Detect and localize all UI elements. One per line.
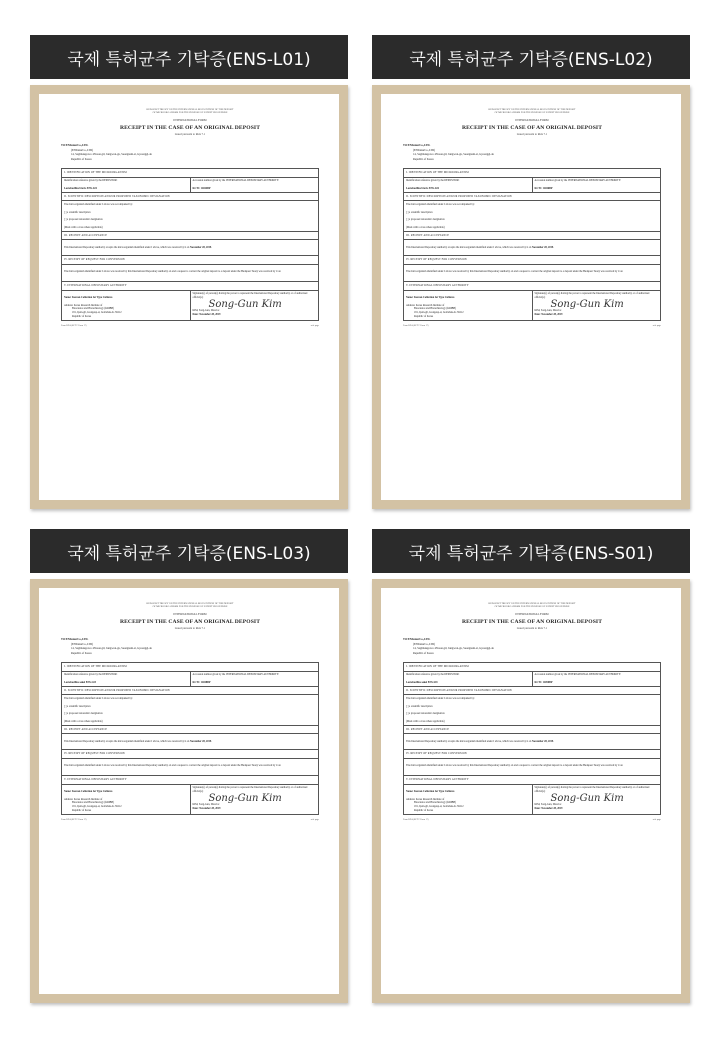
treaty-line: OF MICROORGANISMS FOR THE PURPOSE OF PATENT PROCEDURE bbox=[494, 605, 570, 609]
conversion-cell bbox=[62, 264, 319, 282]
form-label: INTERNATIONAL FORM bbox=[515, 612, 549, 617]
deposit-form-table bbox=[61, 662, 319, 815]
certificate-card-1 bbox=[30, 35, 348, 509]
accession-label: Accession number given by the INTERNATIONAL DEPOSITARY AUTHORITY: bbox=[192, 179, 279, 183]
certificate-card-3 bbox=[30, 529, 348, 1003]
certificate-label: 국제 특허균주 기탁증(ENS-L01) bbox=[30, 35, 348, 79]
signature-cell bbox=[190, 784, 319, 814]
section-heading: II. SCIENTIFIC DESCRIPTION AND/OR PROPOSED TAXONOMIC DESIGNATION bbox=[62, 686, 319, 695]
signature-date: Date: November 28, 2019 bbox=[534, 806, 563, 810]
deposit-form-table bbox=[61, 168, 319, 321]
section-heading: II. SCIENTIFIC DESCRIPTION AND/OR PROPOSED TAXONOMIC DESIGNATION bbox=[404, 686, 661, 695]
recipient-address bbox=[61, 144, 319, 162]
accession-number: KCTC 14044BP bbox=[192, 186, 211, 190]
certificate-document bbox=[381, 588, 681, 994]
recipient-street: 14, Sagimakgol-ro 45beon-gil, Jungwon-gu, Seongnam-si, Gyeonggi-do bbox=[71, 153, 153, 157]
authority-address: Bioscience and Biotechnology (KRIBB) bbox=[414, 307, 456, 311]
signature-label: Signature(s) of person(s) having the power to represent the International Depositary Authority or of authorized official(s): bbox=[192, 786, 308, 793]
section-heading: III. RECEIPT AND ACCEPTANCE bbox=[404, 231, 661, 240]
handwritten-signature: Song-Gun Kim bbox=[550, 299, 624, 311]
description-text: The microorganism identified under I above was accompanied by: bbox=[406, 696, 475, 700]
description-text: The microorganism identified under I above was accompanied by: bbox=[64, 202, 133, 206]
issued-note: issued pursuant to Rule 7.1 bbox=[516, 133, 548, 137]
certificate-document bbox=[381, 94, 681, 500]
recipient-address bbox=[403, 144, 661, 162]
recipient-name: TO:ENSnnurCo.,LTD. bbox=[403, 144, 431, 148]
recipient-name: TO:ENSnnurCo.,LTD. bbox=[61, 144, 89, 148]
treaty-line: BUDAPEST TREATY ON THE INTERNATIONAL RECOGNITION OF THE DEPOSIT bbox=[146, 602, 234, 605]
certificate-card-4 bbox=[372, 529, 690, 1003]
authority-cell bbox=[404, 784, 533, 814]
ident-ref-label: Identification reference given by the DEPOSITOR: bbox=[406, 673, 460, 677]
form-number: Form BP/4 (KCTC Form 17) bbox=[403, 818, 429, 821]
option-taxonomic: [ ] a proposed taxonomic designation bbox=[64, 712, 103, 716]
identification-cell bbox=[62, 177, 191, 192]
section-heading: V. INTERNATIONAL DEPOSITARY AUTHORITY bbox=[404, 282, 661, 291]
accession-number: KCTC 14048BP bbox=[192, 680, 211, 684]
form-number: Form BP/4 (KCTC Form 17) bbox=[61, 324, 87, 327]
recipient-company: (ENSnnurCo.,LTD) bbox=[413, 148, 436, 152]
section-heading: IV. RECEIPT OF REQUEST FOR CONVERSION bbox=[404, 255, 661, 264]
acceptance-cell bbox=[62, 734, 319, 750]
issued-note: issued pursuant to Rule 7.1 bbox=[174, 133, 206, 137]
section-heading: V. INTERNATIONAL DEPOSITARY AUTHORITY bbox=[62, 776, 319, 785]
recipient-company: (ENSnnurCo.,LTD) bbox=[71, 148, 94, 152]
option-scientific: [ ] a scientific description bbox=[406, 704, 433, 708]
option-taxonomic: [ ] a proposed taxonomic designation bbox=[64, 218, 103, 222]
section-heading: I. IDENTIFICATION OF THE MICROORGANISM bbox=[62, 663, 319, 672]
accession-label: Accession number given by the INTERNATIONAL DEPOSITARY AUTHORITY: bbox=[534, 179, 621, 183]
accession-number: KCTC 14046BP bbox=[534, 186, 553, 190]
recipient-street: 14, Sagimakgol-ro 45beon-gil, Jungwon-gu, Seongnam-si, Gyeonggi-do bbox=[413, 647, 495, 651]
description-cell bbox=[62, 695, 319, 725]
certificate-label: 국제 특허균주 기탁증(ENS-L03) bbox=[30, 529, 348, 573]
document-title: RECEIPT IN THE CASE OF AN ORIGINAL DEPOSIT bbox=[461, 619, 603, 626]
accession-number: KCTC 14050BP bbox=[534, 680, 553, 684]
recipient-company: (ENSnnurCo.,LTD) bbox=[413, 642, 436, 646]
authority-address: 181, Ipsin-gil, Jeongeup-si, Jeollabuk-do 56212 bbox=[414, 311, 464, 315]
signature-date: Date: November 28, 2019 bbox=[534, 312, 563, 316]
section-heading: II. SCIENTIFIC DESCRIPTION AND/OR PROPOSED TAXONOMIC DESIGNATION bbox=[62, 192, 319, 201]
signature-cell bbox=[532, 290, 661, 320]
accession-cell bbox=[190, 177, 319, 192]
ident-ref-label: Identification reference given by the DEPOSITOR: bbox=[64, 179, 118, 183]
document-title: RECEIPT IN THE CASE OF AN ORIGINAL DEPOSIT bbox=[461, 125, 603, 132]
option-scientific: [ ] a scientific description bbox=[406, 210, 433, 214]
authority-address: 181, Ipsin-gil, Jeongeup-si, Jeollabuk-do 56212 bbox=[72, 311, 122, 315]
conversion-text: The microorganism identified under I above was received by this International Depositary Authority on and a request to convert the original deposit to a deposit under the Budapest Treaty was received by it on bbox=[406, 764, 623, 768]
recipient-name: TO:ENSnnurCo.,LTD. bbox=[61, 638, 89, 642]
acceptance-text: This International Depositary Authority accepts the microorganism identified under I above, which was received by it on bbox=[406, 739, 532, 743]
authority-name: Name: Korean Collection for Type Cultures bbox=[406, 790, 455, 794]
section-heading: V. INTERNATIONAL DEPOSITARY AUTHORITY bbox=[404, 776, 661, 785]
certificate-document bbox=[39, 588, 339, 994]
description-cell bbox=[404, 201, 661, 231]
section-heading: III. RECEIPT AND ACCEPTANCE bbox=[404, 725, 661, 734]
ident-ref-label: Identification reference given by the DEPOSITOR: bbox=[406, 179, 460, 183]
receipt-date: November 28, 2019. bbox=[190, 245, 212, 249]
section-heading: III. RECEIPT AND ACCEPTANCE bbox=[62, 725, 319, 734]
conversion-text: The microorganism identified under I above was received by this International Depositary Authority on and a request to convert the original deposit to a deposit under the Budapest Treaty was received by it on bbox=[406, 270, 623, 274]
authority-address: 181, Ipsin-gil, Jeongeup-si, Jeollabuk-do 56212 bbox=[72, 805, 122, 809]
document-title: RECEIPT IN THE CASE OF AN ORIGINAL DEPOSIT bbox=[119, 619, 261, 626]
treaty-line: BUDAPEST TREATY ON THE INTERNATIONAL RECOGNITION OF THE DEPOSIT bbox=[488, 602, 576, 605]
page-note: sole page bbox=[652, 818, 661, 821]
form-label: INTERNATIONAL FORM bbox=[515, 118, 549, 123]
authority-cell bbox=[62, 784, 191, 814]
signature-date: Date: November 28, 2019 bbox=[192, 312, 221, 316]
recipient-country: Republic of Korea bbox=[413, 651, 434, 655]
acceptance-cell bbox=[404, 734, 661, 750]
conversion-cell bbox=[404, 264, 661, 282]
recipient-street: 14, Sagimakgol-ro 45beon-gil, Jungwon-gu, Seongnam-si, Gyeonggi-do bbox=[413, 153, 495, 157]
section-heading: I. IDENTIFICATION OF THE MICROORGANISM bbox=[62, 169, 319, 178]
handwritten-signature: Song-Gun Kim bbox=[208, 299, 282, 311]
accession-label: Accession number given by the INTERNATIONAL DEPOSITARY AUTHORITY: bbox=[192, 673, 279, 677]
certificate-card-2 bbox=[372, 35, 690, 509]
accession-label: Accession number given by the INTERNATIONAL DEPOSITARY AUTHORITY: bbox=[534, 673, 621, 677]
section-heading: I. IDENTIFICATION OF THE MICROORGANISM bbox=[404, 663, 661, 672]
document-title: RECEIPT IN THE CASE OF AN ORIGINAL DEPOSIT bbox=[119, 125, 261, 132]
receipt-date: November 28, 2019. bbox=[532, 245, 554, 249]
authority-address: Republic of Korea bbox=[414, 808, 434, 812]
conversion-cell bbox=[404, 758, 661, 776]
signer-name: KIM, Song-Gun, Director bbox=[534, 309, 562, 313]
form-number: Form BP/4 (KCTC Form 17) bbox=[403, 324, 429, 327]
section-heading: V. INTERNATIONAL DEPOSITARY AUTHORITY bbox=[62, 282, 319, 291]
section-heading: II. SCIENTIFIC DESCRIPTION AND/OR PROPOSED TAXONOMIC DESIGNATION bbox=[404, 192, 661, 201]
handwritten-signature: Song-Gun Kim bbox=[550, 793, 624, 805]
accession-cell bbox=[190, 671, 319, 686]
issued-note: issued pursuant to Rule 7.1 bbox=[174, 627, 206, 631]
recipient-company: (ENSnnurCo.,LTD) bbox=[71, 642, 94, 646]
recipient-country: Republic of Korea bbox=[71, 157, 92, 161]
conversion-text: The microorganism identified under I above was received by this International Depositary Authority on and a request to convert the original deposit to a deposit under the Budapest Treaty was received by it on bbox=[64, 270, 281, 274]
treaty-line: BUDAPEST TREATY ON THE INTERNATIONAL RECOGNITION OF THE DEPOSIT bbox=[146, 108, 234, 111]
acceptance-text: This International Depositary Authority accepts the microorganism identified under I above, which was received by it on bbox=[64, 245, 190, 249]
recipient-address bbox=[403, 638, 661, 656]
recipient-country: Republic of Korea bbox=[71, 651, 92, 655]
page-note: sole page bbox=[310, 324, 319, 327]
species-name: Lactobacillus sakei ENS-L03 bbox=[64, 680, 96, 684]
conversion-text: The microorganism identified under I above was received by this International Depositary Authority on and a request to convert the original deposit to a deposit under the Budapest Treaty was received by it on bbox=[64, 764, 281, 768]
authority-address: Republic of Korea bbox=[414, 314, 434, 318]
mark-note: (Mark with a cross where applicable) bbox=[64, 719, 103, 723]
species-name: Lactobacillus brevis ENS-L02 bbox=[406, 186, 440, 190]
deposit-form-table bbox=[403, 168, 661, 321]
authority-name: Name: Korean Collection for Type Cultures bbox=[64, 790, 113, 794]
option-taxonomic: [ ] a proposed taxonomic designation bbox=[406, 218, 445, 222]
authority-address: Address: Korea Research Institute of bbox=[406, 303, 445, 307]
recipient-address bbox=[61, 638, 319, 656]
certificate-document bbox=[39, 94, 339, 500]
authority-address: Address: Korea Research Institute of bbox=[64, 797, 103, 801]
section-heading: III. RECEIPT AND ACCEPTANCE bbox=[62, 231, 319, 240]
treaty-line: BUDAPEST TREATY ON THE INTERNATIONAL RECOGNITION OF THE DEPOSIT bbox=[488, 108, 576, 111]
recipient-country: Republic of Korea bbox=[413, 157, 434, 161]
section-heading: IV. RECEIPT OF REQUEST FOR CONVERSION bbox=[62, 749, 319, 758]
recipient-name: TO:ENSnnurCo.,LTD. bbox=[403, 638, 431, 642]
mark-note: (Mark with a cross where applicable) bbox=[406, 225, 445, 229]
authority-address: Republic of Korea bbox=[72, 314, 92, 318]
authority-address: Address: Korea Research Institute of bbox=[64, 303, 103, 307]
authority-name: Name: Korean Collection for Type Cultures bbox=[406, 296, 455, 300]
treaty-line: OF MICROORGANISMS FOR THE PURPOSE OF PATENT PROCEDURE bbox=[152, 111, 228, 115]
authority-address: Republic of Korea bbox=[72, 808, 92, 812]
section-heading: IV. RECEIPT OF REQUEST FOR CONVERSION bbox=[404, 749, 661, 758]
mark-note: (Mark with a cross where applicable) bbox=[406, 719, 445, 723]
issued-note: issued pursuant to Rule 7.1 bbox=[516, 627, 548, 631]
identification-cell bbox=[404, 671, 533, 686]
authority-address: 181, Ipsin-gil, Jeongeup-si, Jeollabuk-do 56212 bbox=[414, 805, 464, 809]
handwritten-signature: Song-Gun Kim bbox=[208, 793, 282, 805]
authority-address: Bioscience and Biotechnology (KRIBB) bbox=[72, 307, 114, 311]
identification-cell bbox=[404, 177, 533, 192]
signer-name: KIM, Song-Gun, Director bbox=[534, 803, 562, 807]
description-cell bbox=[62, 201, 319, 231]
treaty-line: OF MICROORGANISMS FOR THE PURPOSE OF PATENT PROCEDURE bbox=[152, 605, 228, 609]
acceptance-text: This International Depositary Authority accepts the microorganism identified under I above, which was received by it on bbox=[64, 739, 190, 743]
treaty-line: OF MICROORGANISMS FOR THE PURPOSE OF PATENT PROCEDURE bbox=[494, 111, 570, 115]
recipient-street: 14, Sagimakgol-ro 45beon-gil, Jungwon-gu, Seongnam-si, Gyeonggi-do bbox=[71, 647, 153, 651]
signature-label: Signature(s) of person(s) having the power to represent the International Depositary Authority or of authorized official(s): bbox=[192, 292, 308, 299]
certificate-frame bbox=[30, 85, 348, 509]
signature-cell bbox=[190, 290, 319, 320]
page-note: sole page bbox=[310, 818, 319, 821]
certificate-frame bbox=[372, 579, 690, 1003]
acceptance-cell bbox=[62, 240, 319, 256]
accession-cell bbox=[532, 177, 661, 192]
signature-date: Date: November 28, 2019 bbox=[192, 806, 221, 810]
document-footer bbox=[61, 819, 319, 821]
authority-name: Name: Korean Collection for Type Cultures bbox=[64, 296, 113, 300]
form-label: INTERNATIONAL FORM bbox=[173, 118, 207, 123]
authority-cell bbox=[404, 290, 533, 320]
description-text: The microorganism identified under I above was accompanied by: bbox=[64, 696, 133, 700]
document-footer bbox=[61, 325, 319, 327]
option-scientific: [ ] a scientific description bbox=[64, 210, 91, 214]
option-scientific: [ ] a scientific description bbox=[64, 704, 91, 708]
page-note: sole page bbox=[652, 324, 661, 327]
authority-address: Address: Korea Research Institute of bbox=[406, 797, 445, 801]
conversion-cell bbox=[62, 758, 319, 776]
signer-name: KIM, Song-Gun, Director bbox=[192, 309, 220, 313]
certificate-label: 국제 특허균주 기탁증(ENS-L02) bbox=[372, 35, 690, 79]
description-text: The microorganism identified under I above was accompanied by: bbox=[406, 202, 475, 206]
signature-label: Signature(s) of person(s) having the power to represent the International Depositary Authority or of authorized official(s): bbox=[534, 292, 650, 299]
option-taxonomic: [ ] a proposed taxonomic designation bbox=[406, 712, 445, 716]
mark-note: (Mark with a cross where applicable) bbox=[64, 225, 103, 229]
form-label: INTERNATIONAL FORM bbox=[173, 612, 207, 617]
signature-cell bbox=[532, 784, 661, 814]
acceptance-cell bbox=[404, 240, 661, 256]
section-heading: IV. RECEIPT OF REQUEST FOR CONVERSION bbox=[62, 255, 319, 264]
description-cell bbox=[404, 695, 661, 725]
document-footer bbox=[403, 325, 661, 327]
certificate-frame bbox=[372, 85, 690, 509]
authority-cell bbox=[62, 290, 191, 320]
accession-cell bbox=[532, 671, 661, 686]
ident-ref-label: Identification reference given by the DEPOSITOR: bbox=[64, 673, 118, 677]
species-name: Lactobacillus sakei ENS-S01 bbox=[406, 680, 438, 684]
identification-cell bbox=[62, 671, 191, 686]
form-number: Form BP/4 (KCTC Form 17) bbox=[61, 818, 87, 821]
section-heading: I. IDENTIFICATION OF THE MICROORGANISM bbox=[404, 169, 661, 178]
species-name: Lactobacillus brevis ENS-L01 bbox=[64, 186, 98, 190]
acceptance-text: This International Depositary Authority accepts the microorganism identified under I above, which was received by it on bbox=[406, 245, 532, 249]
signature-label: Signature(s) of person(s) having the power to represent the International Depositary Authority or of authorized official(s): bbox=[534, 786, 650, 793]
signer-name: KIM, Song-Gun, Director bbox=[192, 803, 220, 807]
receipt-date: November 28, 2019. bbox=[190, 739, 212, 743]
authority-address: Bioscience and Biotechnology (KRIBB) bbox=[414, 801, 456, 805]
certificate-label: 국제 특허균주 기탁증(ENS-S01) bbox=[372, 529, 690, 573]
deposit-form-table bbox=[403, 662, 661, 815]
authority-address: Bioscience and Biotechnology (KRIBB) bbox=[72, 801, 114, 805]
receipt-date: November 28, 2019. bbox=[532, 739, 554, 743]
certificate-frame bbox=[30, 579, 348, 1003]
document-footer bbox=[403, 819, 661, 821]
